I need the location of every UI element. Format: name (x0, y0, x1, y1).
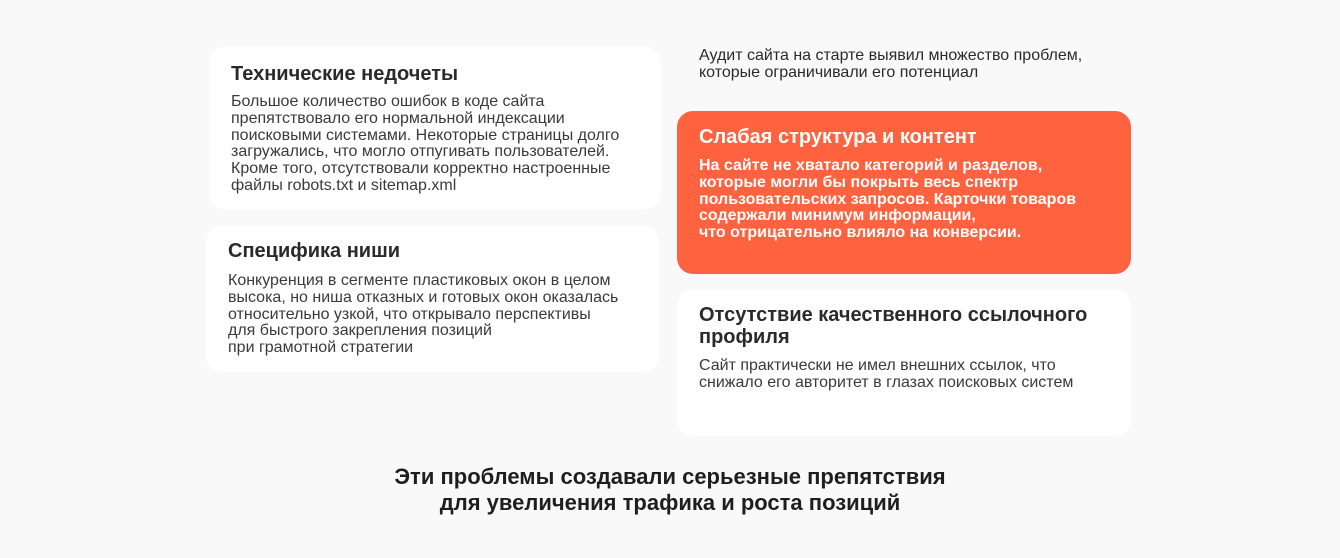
card-body: Большое количество ошибок в коде сайта препятствовало его нормальной индексации поисковыми системами. Некоторые страницы долго загружались, что могло отпугивать пользователей. Кроме того, отсутствовали корректно настроенные файлы robots.txt и sitemap.xml (231, 93, 620, 194)
summary-text: Эти проблемы создавали серьезные препятствия для увеличения трафика и роста позиций (394, 464, 946, 515)
card-title: Специфика ниши (228, 240, 401, 262)
card-niche-specifics (206, 226, 659, 372)
card-body: На сайте не хватало категорий и разделов, которые могли бы покрыть весь спектр пользовательских запросов. Карточки товаров содержали минимум информации, что отрицательно влияло на конверсии. (699, 157, 1077, 242)
intro-text: Аудит сайта на старте выявил множество проблем, которые ограничивали его потенциал (699, 47, 1083, 81)
card-body: Сайт практически не имел внешних ссылок, что снижало его авторитет в глазах поисковых систем (699, 357, 1074, 391)
card-link-profile (677, 290, 1131, 436)
card-title: Отсутствие качественного ссылочного профиля (699, 304, 1088, 348)
card-weak-structure (677, 111, 1131, 274)
card-title: Слабая структура и контент (699, 126, 977, 148)
card-title: Технические недочеты (231, 63, 459, 85)
card-body: Конкуренция в сегменте пластиковых окон в целом высока, но ниша отказных и готовых окон оказалась относительно узкой, что открывало перспективы для быстрого закрепления позиций при грамотной стратегии (228, 272, 619, 357)
card-technical-issues (209, 47, 661, 209)
